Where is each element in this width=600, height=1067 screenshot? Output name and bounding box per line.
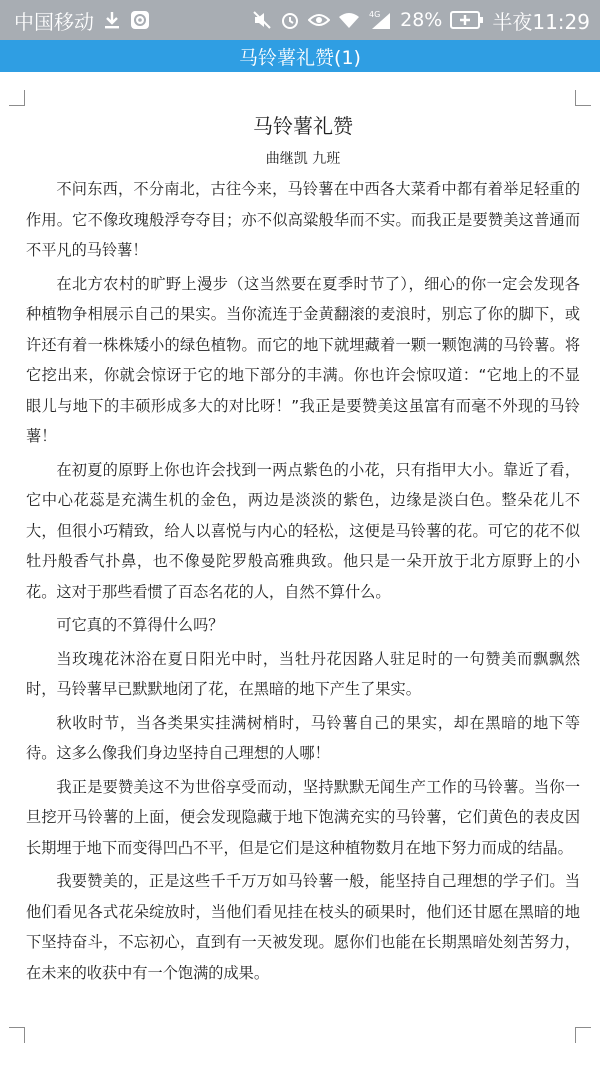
margin-corner-top-right — [575, 90, 591, 106]
status-left — [14, 6, 150, 35]
status-bar — [0, 0, 600, 40]
alarm-icon — [280, 10, 300, 30]
document-body — [26, 110, 580, 991]
eye-icon — [308, 10, 330, 30]
document-page[interactable] — [0, 72, 600, 1067]
article-title: 马铃薯礼赞 — [253, 114, 353, 138]
battery-percent: 28% — [400, 9, 443, 31]
paragraph: 我要赞美的，正是这些千千万万如马铃薯一般，能坚持自己理想的学子们。当他们看见各式花朵绽放时，当他们看见挂在枝头的硕果时，他们还甘愿在黑暗的地下坚持奋斗，不忘初心，直到有一天被发现。愿你们也能在长期黑暗处刻苦努力，在未来的收获中有一个饱满的成果。 — [26, 872, 580, 982]
clock: 半夜11:29 — [492, 9, 590, 34]
paragraph: 我正是要赞美这不为世俗享受而动，坚持默默无闻生产工作的马铃薯。当你一旦挖开马铃薯的上面，便会发现隐藏于地下饱满充实的马铃薯，它们黄色的表皮因长期埋于地下而变得凹凸不平，但是它们是这种植物数月在地下努力而成的结晶。 — [26, 777, 580, 857]
status-right — [252, 6, 590, 35]
margin-corner-bottom-left — [9, 1027, 25, 1043]
margin-corner-top-left — [9, 90, 25, 106]
app-notification-icon — [130, 10, 150, 30]
download-icon — [102, 10, 122, 30]
paragraph: 秋收时节，当各类果实挂满树梢时，马铃薯自己的果实，却在黑暗的地下等待。这多么像我们身边坚持自己理想的人哪！ — [26, 713, 580, 762]
paragraph: 在初夏的原野上你也许会找到一两点紫色的小花，只有指甲大小。靠近了看，它中心花蕊是充满生机的金色，两边是淡淡的紫色，边缘是淡白色。整朵花儿不大，但很小巧精致，给人以喜悦与内心的轻松，这便是马铃薯的花。可它的花不似牡丹般香气扑鼻，也不像曼陀罗般高雅典致。他只是一朵开放于北方原野上的小花。这对于那些看惯了百态名花的人，自然不算什么。 — [26, 460, 580, 601]
battery-icon — [450, 11, 484, 29]
mute-icon — [252, 10, 272, 30]
paragraph: 不问东西，不分南北，古往今来，马铃薯在中西各大菜肴中都有着举足轻重的作用。它不像玫瑰般浮夸夺目；亦不似高粱般华而不实。而我正是要赞美这普通而不平凡的马铃薯！ — [26, 180, 580, 259]
paragraph: 在北方农村的旷野上漫步（这当然要在夏季时节了），细心的你一定会发现各种植物争相展示自己的果实。当你流连于金黄翻滚的麦浪时，别忘了你的脚下，或许还有着一株株矮小的绿色植物。而它的地下就埋藏着一颗一颗饱满的马铃薯。将它挖出来，你就会惊讶于它的地下部分的丰满。你也许会惊叹道：“它地上的不显眼儿与地下的丰硕形成多大的对比呀！”我正是要赞美这虽富有而毫不外现的马铃薯！ — [26, 274, 580, 445]
carrier-name: 中国移动 — [14, 9, 94, 34]
document-title-bar — [0, 40, 600, 72]
margin-corner-bottom-right — [575, 1027, 591, 1043]
article-author: 曲继凯 九班 — [265, 151, 341, 167]
paragraph: 可它真的不算得什么吗？ — [56, 616, 224, 634]
network-type-label: 4G — [369, 10, 381, 19]
paragraph: 当玫瑰花沐浴在夏日阳光中时，当牡丹花因路人驻足时的一句赞美而飘飘然时，马铃薯早已默默地闭了花，在黑暗的地下产生了果实。 — [26, 649, 580, 698]
signal-icon — [368, 9, 392, 31]
document-tab-title: 马铃薯礼赞(1) — [239, 46, 361, 69]
wifi-icon — [338, 10, 360, 30]
